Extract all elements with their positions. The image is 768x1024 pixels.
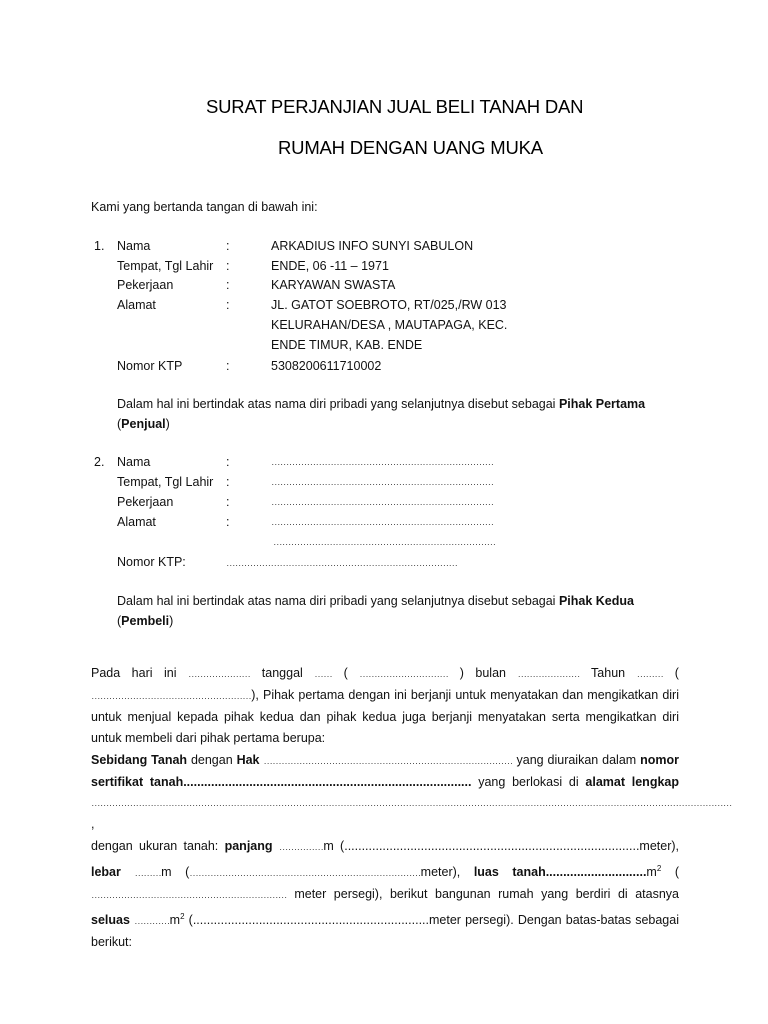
party1-colon: :: [226, 239, 230, 253]
party2-statement: Dalam hal ini bertindak atas nama diri pribadi yang selanjutnya disebut sebagai Pihak Kedua (Pembeli): [117, 594, 634, 628]
party1-colon: :: [226, 259, 230, 273]
document-title-line1: SURAT PERJANJIAN JUAL BELI TANAH DAN: [206, 96, 584, 117]
party1-label-name: Nama: [117, 239, 151, 253]
land-paragraph: Sebidang Tanah dengan Hak ………………………………………………………………………… yang diuraikan dalam nomor sertifikat tanah................................................................................... yang berlokasi di alamat lengkap ……………………………………………………………………………………………………………………………………………………………………………………………… ,: [91, 753, 732, 831]
party2-blank-address-line2: …………………………………………………………………: [273, 537, 496, 548]
role-penjual: Penjual: [121, 417, 166, 431]
party2-label-name: Nama: [117, 455, 151, 469]
party1-label-birth: Tempat, Tgl Lahir: [117, 259, 214, 273]
party2-blank-ktp: ……………………………………………………………………: [226, 558, 458, 569]
party1-colon: :: [226, 298, 230, 312]
party2-colon: :: [226, 455, 230, 469]
party2-blank-birth: …………………………………………………………………: [271, 477, 494, 488]
party1-value-address-line1: JL. GATOT SOEBROTO, RT/025,/RW 013: [271, 298, 507, 312]
party1-value-address-line3: ENDE TIMUR, KAB. ENDE: [271, 338, 423, 352]
party1-value-birth: ENDE, 06 -11 – 1971: [271, 259, 389, 273]
party2-colon: :: [226, 515, 230, 529]
party2-number: 2.: [94, 455, 105, 469]
party2-blank-name: …………………………………………………………………: [271, 457, 494, 468]
party1-label-ktp: Nomor KTP: [117, 359, 183, 373]
party1-colon: :: [226, 359, 230, 373]
role-pihak-kedua: Pihak Kedua: [558, 594, 634, 608]
party2-label-job: Pekerjaan: [117, 495, 174, 509]
party2-label-ktp: Nomor KTP:: [117, 555, 186, 569]
role-pembeli: Pembeli: [121, 614, 170, 628]
party1-number: 1.: [94, 239, 105, 253]
party1-label-job: Pekerjaan: [117, 278, 174, 292]
party2-blank-job: …………………………………………………………………: [271, 497, 494, 508]
party2-blank-address-line1: …………………………………………………………………: [271, 517, 494, 528]
size-paragraph: dengan ukuran tanah: panjang ……………m (.....................................................................................meter), lebar ………m (……………………………………………………………………meter), luas $tanah.............................m^2$ ( ………………………………………………………… meter persegi), berikut bangunan rumah yang berdiri di atasnya seluas $\dots\dots\dots\dots m^2$ (....................................................................meter persegi). Dengan batas-batas sebagai berikut:: [91, 839, 680, 950]
party2-colon: :: [226, 495, 230, 509]
document-title-line2: RUMAH DENGAN UANG MUKA: [278, 137, 543, 158]
party1-statement: Dalam hal ini bertindak atas nama diri pribadi yang selanjutnya disebut sebagai Pihak Pertama (Penjual): [117, 397, 646, 431]
agreement-paragraph: Pada hari ini ………………… tanggal …… ( ………………………… ) bulan ………………… Tahun ……… ( ………………………………………………), Pihak pertama dengan ini berjanji untuk menyatakan dan mengikatkan diri untuk menjual kepada pihak kedua dan pihak kedua juga berjanji menyatakan serta mengikatkan diri untuk membeli dari pihak pertama berupa:: [91, 666, 679, 745]
party1-value-address-line2: KELURAHAN/DESA , MAUTAPAGA, KEC.: [271, 318, 508, 332]
party1-value-job: KARYAWAN SWASTA: [271, 278, 396, 292]
party2-label-birth: Tempat, Tgl Lahir: [117, 475, 214, 489]
role-pihak-pertama: Pihak Pertama: [558, 397, 646, 411]
party2-colon: :: [226, 475, 230, 489]
intro-text: Kami yang bertanda tangan di bawah ini:: [91, 200, 318, 214]
party1-label-address: Alamat: [117, 298, 156, 312]
party1-value-ktp: 5308200611710002: [271, 359, 382, 373]
party2-label-address: Alamat: [117, 515, 156, 529]
party1-value-name: ARKADIUS INFO SUNYI SABULON: [271, 239, 474, 253]
party1-colon: :: [226, 278, 230, 292]
